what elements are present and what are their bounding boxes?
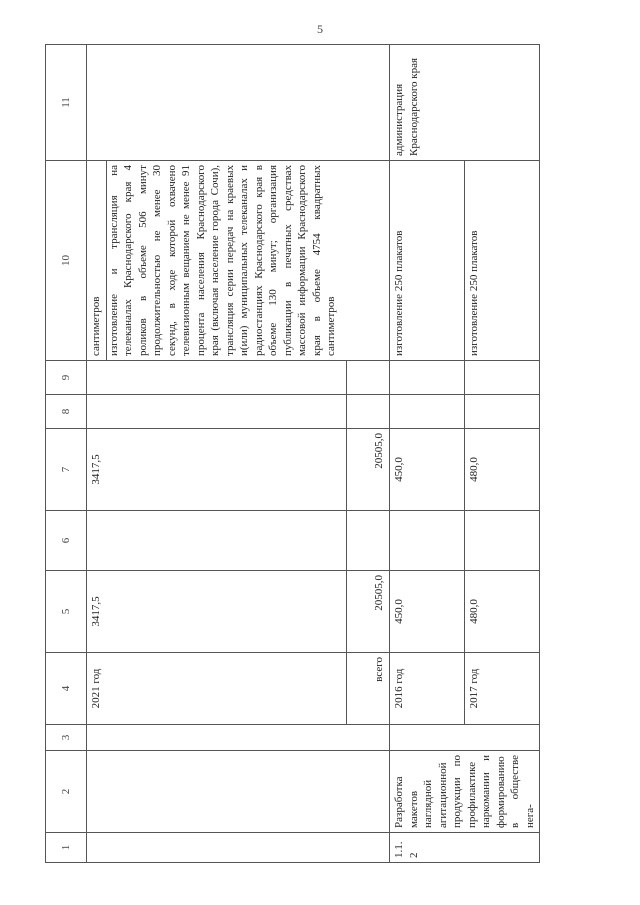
table-row	[390, 45, 465, 863]
column-number: 6	[46, 511, 87, 571]
table-row	[87, 45, 347, 863]
program-table-sheet	[45, 45, 610, 863]
column-number: 8	[46, 395, 87, 429]
total-value: 20505,0	[347, 571, 390, 653]
result-cell: изготовление 250 плакатов	[465, 161, 540, 361]
value-cell: 450,0	[390, 429, 465, 511]
year-cell: 2021 год	[87, 653, 347, 725]
column-number: 3	[46, 725, 87, 751]
result-text: изготовление и трансляция на телеканалах Краснодарского края 4 роликов в объеме 506 минут продолжительностью не менее 30 секунд, в ходе которой охвачено телевизионным вещанием не менее 91 процента населения Краснодарского края (включая население города Сочи), трансляция серии передач на краевых и(или) муниципальных телеканалах и радиостанциях Краснодарского края в объеме 130 минут; организация публикации в печатных средствах массовой информации Краснодарского края в объеме 4754 квадратных сантиметров	[107, 165, 338, 356]
column-number: 10	[46, 161, 87, 361]
value-cell: 3417,5	[87, 429, 347, 511]
program-table	[45, 44, 540, 863]
result-first-line: сантиметров	[87, 161, 107, 360]
year-cell: 2017 год	[465, 653, 540, 725]
value-cell: 480,0	[465, 571, 540, 653]
result-cell	[87, 161, 390, 361]
value-cell: 3417,5	[87, 571, 347, 653]
total-value: 20505,0	[347, 429, 390, 511]
year-cell: 2016 год	[390, 653, 465, 725]
column-number: 1	[46, 833, 87, 863]
item-number: 1.1.2	[390, 833, 540, 863]
total-label: всего	[347, 653, 390, 725]
value-cell: 450,0	[390, 571, 465, 653]
column-number: 11	[46, 45, 87, 161]
result-cell: изготовление 250 плакатов	[390, 161, 465, 361]
column-number: 4	[46, 653, 87, 725]
executor-cell: администрация Краснодарского края	[390, 45, 540, 161]
item-name: Разработка макетов наглядной агитационной продукции по профилактике наркомании и формированию в обществе нега-	[390, 751, 540, 833]
column-numbers-row	[46, 45, 87, 863]
page-number: 5	[317, 22, 323, 36]
column-number: 7	[46, 429, 87, 511]
column-number: 5	[46, 571, 87, 653]
column-number: 2	[46, 751, 87, 833]
column-number: 9	[46, 361, 87, 395]
value-cell: 480,0	[465, 429, 540, 511]
